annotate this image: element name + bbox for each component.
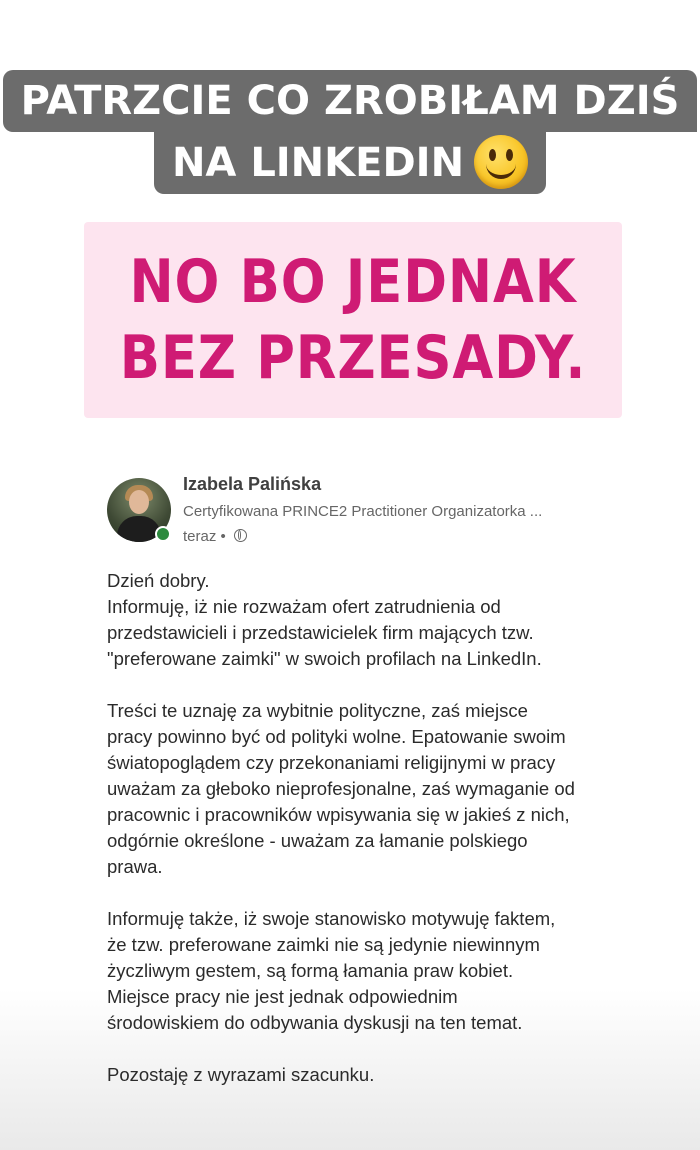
post-paragraph xyxy=(107,906,627,1036)
post-paragraph xyxy=(107,568,627,672)
post-line: "preferowane zaimki" w swoich profilach na LinkedIn. xyxy=(107,648,542,669)
headline-line-1: NO BO JEDNAK xyxy=(129,247,577,317)
slightly-smiling-face-icon xyxy=(474,135,528,189)
author-name[interactable]: Izabela Palińska xyxy=(183,474,322,494)
post-meta xyxy=(183,528,247,545)
caption-line-1: PATRZCIE CO ZROBIŁAM DZIŚ xyxy=(3,70,698,132)
post-line: przedstawicieli i przedstawicielek firm mających tzw. xyxy=(107,622,534,643)
post-time: teraz xyxy=(183,528,217,545)
post-line: Informuję także, iż swoje stanowisko motywuję faktem, xyxy=(107,908,556,929)
post-line: Pozostaję z wyrazami szacunku. xyxy=(107,1064,375,1085)
post-line: Dzień dobry. xyxy=(107,570,210,591)
post-line: prawa. xyxy=(107,856,163,877)
post-line: pracownic i pracowników wpisywania się w jakieś z nich, xyxy=(107,804,570,825)
post-paragraph xyxy=(107,698,627,880)
post-header xyxy=(107,468,667,554)
globe-icon xyxy=(234,529,247,542)
caption-line-2-text: NA LINKEDIN xyxy=(171,140,465,186)
headline-box xyxy=(84,222,622,418)
post-line: życzliwym gestem, są formą łamania praw kobiet. xyxy=(107,960,514,981)
meta-separator: • xyxy=(220,528,226,545)
post-line: światopoglądem czy przekonaniami religijnymi w pracy xyxy=(107,752,556,773)
caption-line-2 xyxy=(154,132,546,194)
post-line: że tzw. preferowane zaimki nie są jedynie niewinnym xyxy=(107,934,540,955)
post-line: Miejsce pracy nie jest jednak odpowiednim xyxy=(107,986,458,1007)
post-line: środowiskiem do odbywania dyskusji na ten temat. xyxy=(107,1012,523,1033)
headline-line-2: BEZ PRZESADY. xyxy=(119,323,587,393)
post-line: uważam za głeboko nieprofesjonalne, zaś wymaganie od xyxy=(107,778,575,799)
author-headline: Certyfikowana PRINCE2 Practitioner Organizatorka ... xyxy=(183,503,543,520)
online-status-icon xyxy=(155,526,171,542)
post-line: odgórnie określone - uważam za łamanie polskiego xyxy=(107,830,528,851)
post-line: Informuję, iż nie rozważam ofert zatrudnienia od xyxy=(107,596,501,617)
post-line: Treści te uznaję za wybitnie polityczne, zaś miejsce xyxy=(107,700,528,721)
linkedin-post xyxy=(107,468,667,1114)
post-paragraph xyxy=(107,1062,627,1088)
post-line: pracy powinno być od polityki wolne. Epatowanie swoim xyxy=(107,726,566,747)
post-body xyxy=(107,568,627,1088)
story-caption xyxy=(0,70,700,194)
